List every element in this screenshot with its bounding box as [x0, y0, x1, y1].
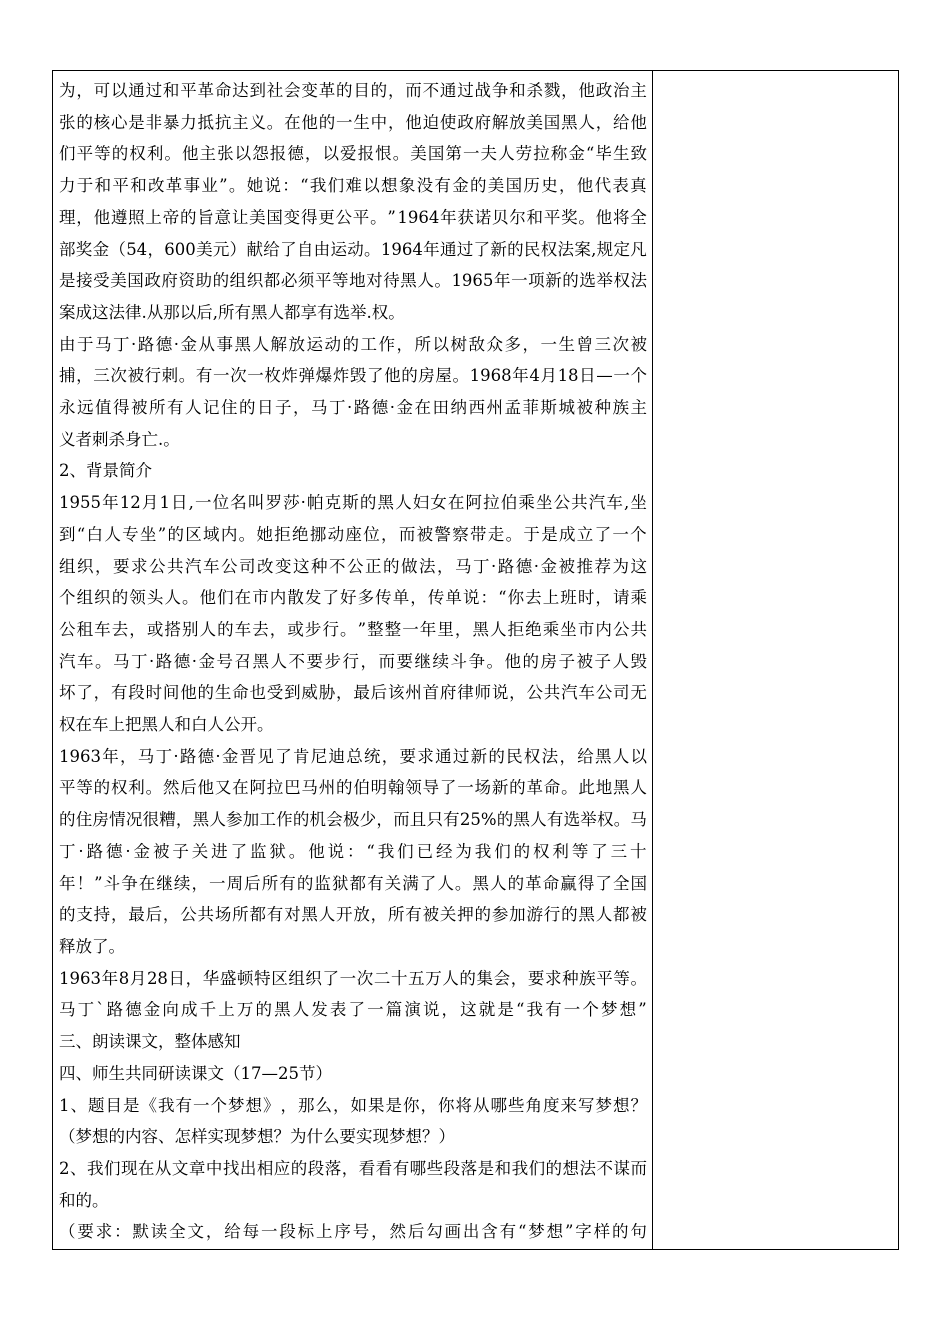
- text-line: 力 于 和 平 和 改 革 事 业 ” 。 她 说 ： “ 我 们 难 以 想 象 没 有 金 的 美 国 历 史 ， 他 代 表 真: [59, 176, 647, 196]
- text-line: 1963 年 ， 马 丁 · 路 德 · 金 晋 见 了 肯 尼 迪 总 统 ， 要 求 通 过 新 的 民 权 法 ， 给 黑 人 以: [59, 746, 647, 766]
- text-line: （梦想的内容、怎样实现梦想？为什么要实现梦想？）: [59, 1127, 455, 1147]
- text-line: 四、师生共同研读课文（17—25节）: [59, 1063, 332, 1083]
- text-line: 释放了。: [59, 936, 125, 956]
- text-line: 由 于 马 丁 · 路 德 · 金 从 事 黑 人 解 放 运 动 的 工 作 ， 所 以 树 敌 众 多 ， 一 生 曾 三 次 被: [59, 334, 647, 354]
- text-line: 张 的 核 心 是 非 暴 力 抵 抗 主 义 。 在 他 的 一 生 中 ， 他 迫 使 政 府 解 放 美 国 黑 人 ， 给 他: [59, 112, 647, 132]
- text-line: 部 奖 金 （ 54 ， 600 美 元 ） 献 给 了 自 由 运 动 。 1964 年 通 过 了 新 的 民 权 法 案 , 规 定 凡: [59, 239, 647, 259]
- text-line: 为 ， 可 以 通 过 和 平 革 命 达 到 社 会 变 革 的 目 的 ， 而 不 通 过 战 争 和 杀 戮 ， 他 政 治 主: [59, 81, 647, 100]
- text-line: 年 ！ ” 斗 争 在 继 续 ， 一 周 后 所 有 的 监 狱 都 有 关 满 了 人 。 黑 人 的 革 命 赢 得 了 全 国: [59, 873, 647, 893]
- text-line: 三、朗读课文，整体感知: [59, 1032, 241, 1052]
- text-line: 汽 车 。 马 丁 · 路 德 · 金 号 召 黑 人 不 要 步 行 ， 而 要 继 续 斗 争 。 他 的 房 子 被 子 人 毁: [59, 651, 647, 671]
- text-line: 的 支 持 ， 最 后 ， 公 共 场 所 都 有 对 黑 人 开 放 ， 所 有 被 关 押 的 参 加 游 行 的 黑 人 都 被: [59, 905, 647, 925]
- text-line: 是 接 受 美 国 政 府 资 助 的 组 织 都 必 须 平 等 地 对 待 黑 人 。 1965 年 一 项 新 的 选 举 权 法: [59, 271, 647, 291]
- text-line: 案成这法律.从那以后,所有黑人都享有选举.权。: [59, 302, 405, 322]
- text-line: （ 要 求 ： 默 读 全 文 ， 给 每 一 段 标 上 序 号 ， 然 后 勾 画 出 含 有 “ 梦 想 ” 字 样 的 句: [59, 1222, 647, 1242]
- text-line: 义者刺杀身亡.。: [59, 429, 180, 449]
- lesson-table: [52, 70, 899, 1250]
- text-line: 2、背景简介: [59, 461, 152, 481]
- text-line: 捕 ， 三 次 被 行 刺 。 有 一 次 一 枚 炸 弹 爆 炸 毁 了 他 的 房 屋 。 1968 年 4 月 18 日 — 一 个: [59, 366, 647, 386]
- text-line: 坏 了 ， 有 段 时 间 他 的 生 命 也 受 到 威 胁 ， 最 后 该 州 首 府 律 师 说 ， 公 共 汽 车 公 司 无: [59, 683, 647, 703]
- text-line: 和的。: [59, 1190, 109, 1210]
- text-line: 的 住 房 情 况 很 糟 ， 黑 人 参 加 工 作 的 机 会 极 少 ， 而 且 只 有 25% 的 黑 人 有 选 举 权 。 马: [59, 810, 647, 830]
- text-line: 权在车上把黑人和白人公开。: [59, 715, 274, 735]
- text-line: 到 “ 白 人 专 坐 ” 的 区 域 内 。 她 拒 绝 挪 动 座 位 ， 而 被 警 察 带 走 。 于 是 成 立 了 一 个: [59, 524, 647, 544]
- text-line: 1963 年 8 月 28 日 ， 华 盛 顿 特 区 组 织 了 一 次 二 十 五 万 人 的 集 会 ， 要 求 种 族 平 等 。: [59, 968, 647, 988]
- text-line: 1 、 题 目 是 《 我 有 一 个 梦 想 》 ， 那 么 ， 如 果 是 你 ， 你 将 从 哪 些 角 度 来 写 梦 想 ？: [59, 1095, 647, 1115]
- text-line: 公 租 车 去 ， 或 搭 别 人 的 车 去 ， 或 步 行 。 ” 整 整 一 年 里 ， 黑 人 拒 绝 乘 坐 市 内 公 共: [59, 619, 647, 639]
- text-line: 永 远 值 得 被 所 有 人 记 住 的 日 子 ， 马 丁 · 路 德 · 金 在 田 纳 西 州 孟 菲 斯 城 被 种 族 主: [59, 398, 647, 418]
- notes-cell: [653, 71, 898, 1249]
- main-text-cell: [59, 75, 647, 1248]
- text-line: 组 织 ， 要 求 公 共 汽 车 公 司 改 变 这 种 不 公 正 的 做 法 ， 马 丁 · 路 德 · 金 被 推 荐 为 这: [59, 556, 647, 576]
- text-line: 2 、 我 们 现 在 从 文 章 中 找 出 相 应 的 段 落 ， 看 看 有 哪 些 段 落 是 和 我 们 的 想 法 不 谋 而: [59, 1158, 647, 1178]
- text-line: 1955 年 12 月 1 日 , 一 位 名 叫 罗 莎 · 帕 克 斯 的 黑 人 妇 女 在 阿 拉 伯 乘 坐 公 共 汽 车 , 坐: [59, 493, 647, 513]
- text-line: 理 ， 他 遵 照 上 帝 的 旨 意 让 美 国 变 得 更 公 平 。 ” 1964 年 获 诺 贝 尔 和 平 奖 。 他 将 全: [59, 207, 647, 227]
- text-line: 个 组 织 的 领 头 人 。 他 们 在 市 内 散 发 了 好 多 传 单 ， 传 单 说 ： “ 你 去 上 班 时 ， 请 乘: [59, 588, 647, 608]
- text-line: 丁 · 路 德 · 金 被 子 关 进 了 监 狱 。 他 说 ： “ 我 们 已 经 为 我 们 的 权 利 等 了 三 十: [59, 841, 647, 861]
- text-line: 平 等 的 权 利 。 然 后 他 又 在 阿 拉 巴 马 州 的 伯 明 翰 领 导 了 一 场 新 的 革 命 。 此 地 黑 人: [59, 778, 647, 798]
- text-line: 马 丁 ` 路 德 金 向 成 千 上 万 的 黑 人 发 表 了 一 篇 演 说 ， 这 就 是 “ 我 有 一 个 梦 想 ”: [59, 1000, 647, 1020]
- text-line: 们 平 等 的 权 利 。 他 主 张 以 怨 报 德 ， 以 爱 报 恨 。 美 国 第 一 夫 人 劳 拉 称 金 “ 毕 生 致: [59, 144, 647, 164]
